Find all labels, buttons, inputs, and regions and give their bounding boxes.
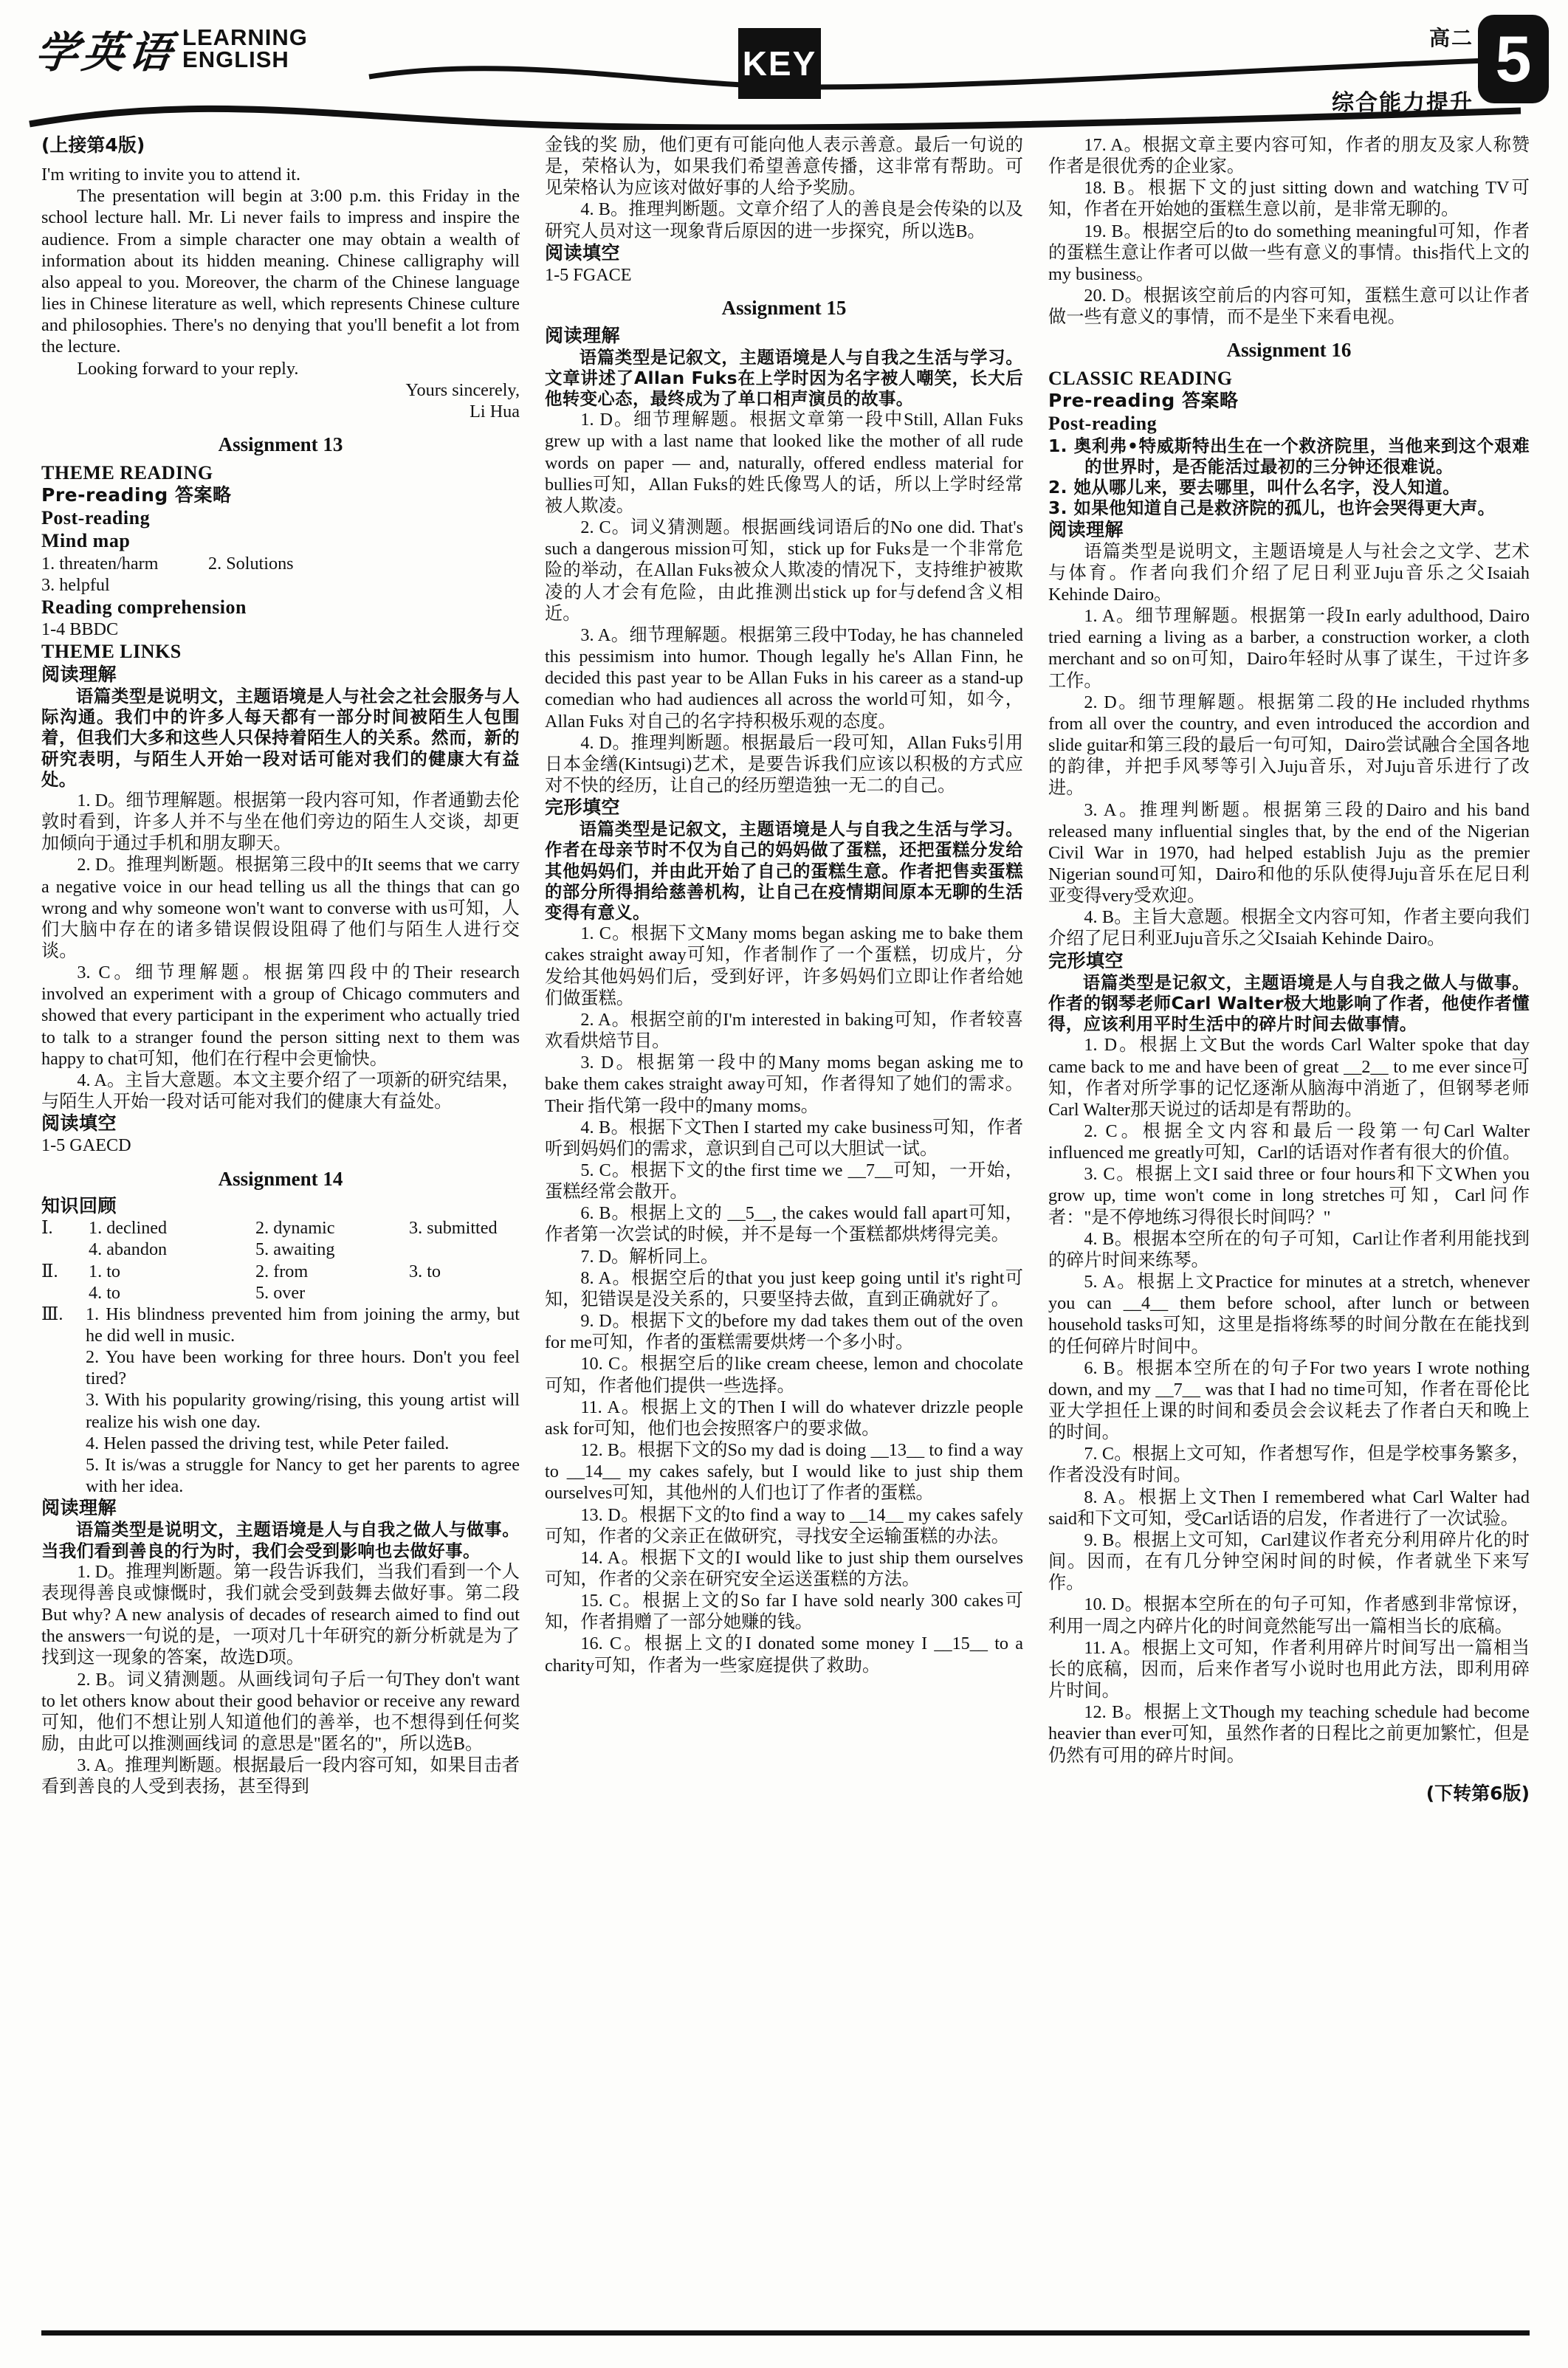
cloze-intro-a15: 语篇类型是记叙文，主题语境是人与自我之生活与学习。作者在母亲节时不仅为自己的妈妈做了蛋糕，还把蛋糕分发给其他妈妈们，并由此开始了自己的蛋糕生意。作者把售卖蛋糕的部分所得捐给慈善机构，让自己在疫情期间原本无聊的生活变得有意义。	[545, 819, 1023, 923]
cloze-answers-a14: 1-5 FGACE	[545, 264, 632, 285]
a14-group2-row-2	[41, 1282, 520, 1304]
logo-english-line2: ENGLISH	[182, 46, 289, 72]
a14-g3-spacer-4	[41, 1433, 86, 1454]
answer-item-a16-2: 2. D。细节理解题。根据第二段的He included rhythms from all over the country, and even introduced the accordion and slide guitar和第三段的最后一句可知，Dairo尝试融合全国各地的韵律，并把手风琴等引入Juju音乐，对Juju音乐进行了改进。	[1048, 692, 1530, 799]
cloze-item-a15-8: 8. A。根据空后的that you just keep going until it's right可知，犯错误是没关系的，只要坚持去做，直到正确就好了。	[545, 1267, 1023, 1309]
a14-group3-label: Ⅲ.	[41, 1304, 63, 1324]
masthead	[0, 0, 1568, 130]
cloze-item-a15-9: 9. D。根据下文的before my dad takes them out of the oven for me可知，作者的蛋糕需要烘烤一个多小时。	[545, 1311, 1023, 1353]
grade-section-block	[1332, 22, 1474, 117]
col2-continued-answer-3: 金钱的奖 励，他们更有可能向他人表示善意。最后一句说的是，荣格认为，如果我们希望善意传播，这非常有帮助。可见荣格认为应该对做好事的人给予奖励。	[545, 135, 1023, 199]
passage-intro-a14: 语篇类型是说明文，主题语境是人与自我之做人与做事。当我们看到善良的行为时，我们会受到影响也去做好事。	[41, 1519, 520, 1561]
cloze-answers-a13: 1-5 GAECD	[41, 1135, 131, 1156]
a14-group3-item-4	[41, 1433, 520, 1454]
a14-g3-sentence-2: 2. You have been working for three hours. Don't you feel tired?	[86, 1347, 520, 1389]
a14-g1-item-5: 5. awaiting	[255, 1239, 335, 1260]
cloze-label-a15: 完形填空	[545, 796, 621, 819]
column-1	[41, 134, 520, 2297]
cloze-item-a16-1: 1. D。根据上文But the words Carl Walter spoke that day came back to me and have been of great __2__ to me ever since可知，作者对所学事的记忆逐渐从脑海中消逝了，但钢琴老师Carl Walter那天说过的话却是有帮助的。	[1048, 1035, 1530, 1120]
cloze-item-a16-10: 10. D。根据本空所在的句子可知，作者感到非常惊讶，利用一周之内碎片化的时间竟然能写出一篇相当长的底稿。	[1048, 1594, 1530, 1636]
a14-group3-item-3	[41, 1389, 520, 1432]
passage-intro-a15: 语篇类型是记叙文，主题语境是人与自我之生活与学习。文章讲述了Allan Fuks在上学时因为名字被人嘲笑，长大后他转变心态，最终成为了单口相声演员的故事。	[545, 346, 1023, 410]
a14-group1-row-1	[41, 1217, 520, 1239]
a14-g1-item-4: 4. abandon	[89, 1239, 168, 1260]
article-columns	[41, 134, 1530, 2297]
cloze-item-a15-20: 20. D。根据该空前后的内容可知，蛋糕生意可以让作者做一些有意义的事情，而不是坐下来看电视。	[1048, 286, 1530, 328]
a14-group3-item-5	[41, 1454, 520, 1497]
theme-links-heading: THEME LINKS	[41, 641, 182, 663]
publication-logo	[32, 24, 308, 78]
classic-reading-heading: CLASSIC READING	[1048, 367, 1233, 389]
reading-label-a15: 阅读理解	[545, 324, 621, 346]
cloze-item-a15-6: 6. B。根据上文的 __5__, the cakes would fall apart可知，作者第一次尝试的时候，并不是每一个蛋糕都烘烤得完美。	[545, 1203, 1023, 1245]
a14-g3-sentence-1: 1. His blindness prevented him from joining the army, but he did well in music.	[86, 1304, 520, 1346]
a14-g3-spacer-5	[41, 1454, 86, 1497]
assignment-16-title: Assignment 16	[1226, 339, 1352, 362]
a14-g1-item-3: 3. submitted	[409, 1218, 498, 1239]
letter-opening-line: I'm writing to invite you to attend it.	[41, 165, 301, 185]
answer-item-a16-3: 3. A。推理判断题。根据第三段的Dairo and his band released many influential singles that, by the end of the Nigerian Civil War in 1970, had helped establish Juju as the premier Nigerian sound可知，Dairo和他的乐队使得Juju音乐在尼日利亚变得very受欢迎。	[1048, 799, 1530, 906]
knowledge-review-heading: 知识回顾	[41, 1195, 117, 1217]
cloze-item-a16-3: 3. C。根据上文I said three or four hours和下文When you grow up, time won't come in long stretches可知，Carl问作者："是不停地练习得很长时间吗？"	[1048, 1164, 1530, 1228]
bottom-rule-divider	[41, 2330, 1530, 2336]
cloze-item-a15-12: 12. B。根据下文的So my dad is doing __13__ to find a way to __14__ my cakes safely, but I would like to just ship them ourselves可知，其他州的人们也订了作者的蛋糕。	[545, 1440, 1023, 1504]
logo-english-line1: LEARNING	[182, 24, 308, 50]
pre-reading-heading-a16: Pre-reading 答案略	[1048, 390, 1239, 412]
mind-map-answer-3: 3. helpful	[41, 574, 110, 595]
answer-item-a13-1: 1. D。细节理解题。根据第一段内容可知，作者通勤去伦敦时看到，许多人并不与坐在他们旁边的陌生人交谈，却更加倾向于通过手机和朋友聊天。	[41, 790, 520, 854]
a14-g2-item-3: 3. to	[409, 1261, 441, 1281]
assignment-14-title: Assignment 14	[218, 1167, 343, 1190]
cloze-item-a16-5: 5. A。根据上文Practice for minutes at a stretch, whenever you can __4__ them before school, after lunch or between household tasks可知，这里是指将练琴的时间分散在在能找到的任何碎片时间中。	[1048, 1272, 1530, 1357]
assignment-15-title: Assignment 15	[721, 297, 847, 320]
answer-item-a14-1: 1. D。推理判断题。第一段告诉我们，当我们看到一个人表现得善良或慷慨时，我们就会受到鼓舞去做好事。第二段But why? A new analysis of decades of research aimed to find out the answers一句说的是，一项对几十年研究的新分析就是为了找到这一现象的答案，故选D项。	[41, 1561, 520, 1668]
letter-body-paragraph: The presentation will begin at 3:00 p.m. this Friday in the school lecture hall. Mr. Li never fails to impress and inspire the audience. From a simple character one may obtain a wealth of information about its hidden meaning. Chinese calligraphy will also appeal to you. Moreover, the charm of the Chinese language lies in Chinese literature as well, which represents Chinese culture and philosophies. There's no denying that you'll benefit a lot from the lecture.	[41, 186, 520, 357]
post-reading-item-3: 3. 如果他知道自己是救济院的孤儿，也许会哭得更大声。	[1048, 498, 1496, 519]
cloze-item-a15-3: 3. D。根据第一段中的Many moms began asking me to bake them cakes straight away可知，作者得知了她们的需求。Their 指代第一段中的many moms。	[545, 1053, 1023, 1116]
a14-group2-label: Ⅱ.	[41, 1261, 58, 1281]
cloze-item-a16-7: 7. C。根据上文可知，作者想写作，但是学校事务繁多，作者没没有时间。	[1048, 1444, 1530, 1486]
cloze-item-a15-18: 18. B。根据下文的just sitting down and watching TV可知，作者在开始她的蛋糕生意以前，是非常无聊的。	[1048, 178, 1530, 220]
a14-g3-spacer-3	[41, 1389, 86, 1432]
answer-item-a15-3: 3. A。细节理解题。根据第三段中Today, he has channeled this pessimism into humor. Though legally he's Allan Finn, he decided this past year to be Allan Fuks in his career as a stand-up comedian who had audiences all across the world可知，如今，Allan Fuks 对自己的名字持积极乐观的态度。	[545, 624, 1023, 732]
cloze-item-a15-5: 5. C。根据下文的the first time we __7__可知，一开始，蛋糕经常会散开。	[545, 1160, 1023, 1202]
cloze-item-a16-9: 9. B。根据上文可知，Carl建议作者充分利用碎片化的时间。因而，在有几分钟空闲时间的时候，作者就坐下来写作。	[1048, 1529, 1530, 1594]
post-reading-item-2: 2. 她从哪儿来，要去哪里，叫什么名字，没人知道。	[1048, 477, 1460, 498]
cloze-item-a15-14: 14. A。根据下文的I would like to just ship them ourselves可知，作者的父亲在研究安全运送蛋糕的方法。	[545, 1547, 1023, 1589]
cloze-item-a15-15: 15. C。根据上文的So far I have sold nearly 300 cakes可知，作者捐赠了一部分她赚的钱。	[545, 1591, 1023, 1633]
cloze-item-a15-13: 13. D。根据下文的to find a way to __14__ my cakes safely可知，作者的父亲正在做研究，寻找安全运输蛋糕的办法。	[545, 1504, 1023, 1546]
cloze-item-a15-2: 2. A。根据空前的I'm interested in baking可知，作者较喜欢看烘焙节目。	[545, 1009, 1023, 1052]
theme-reading-heading: THEME READING	[41, 461, 213, 483]
a14-group2-row-1	[41, 1261, 520, 1282]
answer-item-a15-2: 2. C。词义猜测题。根据画线词语后的No one did. That's such a dangerous mission可知，stick up for Fuks是一个非常危险的举动，在Allan Fuks被众人欺凌的情况下，支持维护被欺凌的人才会有危险，由此推测出stick up for与defend含义相近。	[545, 517, 1023, 624]
reading-label-a14: 阅读理解	[41, 1497, 117, 1519]
cloze-item-a16-12: 12. B。根据上文Though my teaching schedule had become heavier than ever可知，虽然作者的日程比之前更加繁忙，但是仍然有可用的碎片时间。	[1048, 1702, 1530, 1766]
answer-item-a13-3: 3. C。细节理解题。根据第四段中的Their research involved an experiment with a group of Chicago commuters and showed that every participant in the experiment who actually tried to talk to a stranger found the person sitting next to them was happy to chat可知，他们在行程中会更愉快。	[41, 963, 520, 1069]
a14-g2-item-4: 4. to	[89, 1282, 121, 1303]
a14-g3-sentence-3: 3. With his popularity growing/rising, this young artist will realize his wish one day.	[86, 1390, 520, 1432]
cloze-label-a13: 阅读填空	[41, 1112, 117, 1135]
a14-g1-item-1: 1. declined	[89, 1218, 168, 1239]
letter-closing-line: Looking forward to your reply.	[77, 358, 299, 379]
cloze-item-a15-19: 19. B。根据空后的to do something meaningful可知，作者的蛋糕生意让作者可以做一些有意义的事情。this指代上文的my business。	[1048, 221, 1530, 284]
section-label: 综合能力提升	[1332, 90, 1474, 116]
cloze-item-a16-8: 8. A。根据上文Then I remembered what Carl Walter had said和下文可知，受Carl话语的启发，作者进行了一次试验。	[1048, 1487, 1530, 1529]
cloze-label-a16: 完形填空	[1048, 949, 1124, 971]
continued-from-note: (上接第4版)	[41, 134, 145, 156]
a14-group3-item-1	[41, 1304, 520, 1346]
cloze-item-a15-1: 1. C。根据下文Many moms began asking me to bake them cakes straight away可知，作者制作了一个蛋糕，切成片，分发给其他妈妈们后，受到好评，许多妈妈们立即让作者给她们做蛋糕。	[545, 923, 1023, 1008]
cloze-item-a15-7: 7. D。解析同上。	[580, 1246, 719, 1267]
a14-group1-label: Ⅰ.	[41, 1218, 53, 1239]
answer-item-a14-2: 2. B。词义猜测题。从画线词句子后一句They don't want to let others know about their good behavior or receive any reward可知，他们不想让别人知道他们的善举，也不想得到任何奖励，由此可以推测画线词 的意思是"匿名的"，所以选B。	[41, 1669, 520, 1754]
cloze-intro-a16: 语篇类型是记叙文，主题语境是人与自我之做人与做事。作者的钢琴老师Carl Walter极大地影响了作者，他使作者懂得，应该利用平时生活中的碎片时间去做事情。	[1048, 971, 1530, 1035]
cloze-item-a16-4: 4. B。根据本空所在的句子可知，Carl让作者利用能找到的碎片时间来练琴。	[1048, 1228, 1530, 1270]
post-reading-heading-a16: Post-reading	[1048, 413, 1158, 435]
cloze-item-a15-11: 11. A。根据上文的Then I will do whatever drizzle people ask for可知，他们也会按照客户的要求做。	[545, 1397, 1023, 1439]
column-2	[545, 134, 1023, 2297]
mind-map-heading: Mind map	[41, 530, 131, 552]
cloze-item-a15-16: 16. C。根据上文的I donated some money I __15__ to a charity可知，作者为一些家庭提供了救助。	[545, 1634, 1023, 1676]
mind-map-answers-row-2	[41, 574, 520, 596]
cloze-item-a16-11: 11. A。根据上文可知，作者利用碎片时间写出一篇相当长的底稿，因而，后来作者写小说时也用此方法，即利用碎片时间。	[1048, 1637, 1530, 1701]
a14-g1-item-2: 2. dynamic	[255, 1218, 335, 1239]
answer-item-a16-4: 4. B。主旨大意题。根据全文内容可知，作者主要向我们介绍了尼日利亚Juju音乐之父Isaiah Kehinde Dairo。	[1048, 907, 1530, 949]
a14-g2-item-1: 1. to	[89, 1261, 121, 1281]
a14-group1-row-2	[41, 1239, 520, 1260]
column-3	[1048, 134, 1530, 2297]
passage-intro-a13: 语篇类型是说明文，主题语境是人与社会之社会服务与人际沟通。我们中的许多人每天都有一部分时间被陌生人包围着，但我们大多和这些人只保持着陌生人的关系。然而，新的研究表明，与陌生人开始一段对话可能对我们的健康大有益处。	[41, 685, 520, 790]
passage-intro-a16: 语篇类型是说明文，主题语境是人与社会之文学、艺术与体育。作者向我们介绍了尼日利亚Juju音乐之父Isaiah Kehinde Dairo。	[1048, 541, 1530, 605]
a14-group1-spacer	[41, 1239, 89, 1260]
pre-reading-heading: Pre-reading 答案略	[41, 483, 232, 506]
a14-g3-sentence-5: 5. It is/was a struggle for Nancy to get her parents to agree with her idea.	[86, 1454, 520, 1497]
answer-item-a13-4: 4. A。主旨大意题。本文主要介绍了一项新的研究结果，与陌生人开始一段对话可能对我们的健康大有益处。	[41, 1070, 520, 1112]
a14-group3-item-2	[41, 1346, 520, 1389]
letter-signature: Li Hua	[470, 401, 520, 421]
cloze-item-a16-2: 2. C。根据全文内容和最后一段第一句Carl Walter influenced me greatly可知，Carl的话语对作者有很大的价值。	[1048, 1121, 1530, 1163]
cloze-item-a16-6: 6. B。根据本空所在的句子For two years I wrote nothing down, and my __7__ was that I had no time可知，作者在哥伦比亚大学担任上课的时间和委员会会议耗去了作者白天和晚上的时间。	[1048, 1357, 1530, 1443]
answer-item-a15-1: 1. D。细节理解题。根据文章第一段中Still, Allan Fuks grew up with a last name that looked like the mother of all rude words on paper — and, naturally, offered endless material for bullies可知，Allan Fuks的姓氏像骂人的话，所以上学时经常被人欺凌。	[545, 410, 1023, 516]
col2-answer-item-a14-4: 4. B。推理判断题。文章介绍了人的善良是会传染的以及研究人员对这一现象背后原因的进一步探究，所以选B。	[545, 199, 1023, 241]
post-reading-item-1: 1. 奥利弗•特威斯特出生在一个救济院里，当他来到这个艰难的世界时，是否能活过最初的三分钟还很难说。	[1048, 435, 1530, 477]
reading-label-a16: 阅读理解	[1048, 518, 1124, 540]
post-reading-heading: Post-reading	[41, 506, 151, 529]
a14-g2-item-5: 5. over	[255, 1282, 306, 1303]
mind-map-answer-1: 1. threaten/harm	[41, 553, 159, 574]
reading-comprehension-answers: 1-4 BBDC	[41, 619, 119, 640]
cloze-item-a15-10: 10. C。根据空后的like cream cheese, lemon and chocolate可知，作者他们提供一些选择。	[545, 1354, 1023, 1396]
a14-group2-spacer	[41, 1282, 89, 1304]
cloze-item-a15-17: 17. A。根据文章主要内容可知，作者的朋友及家人称赞作者是很优秀的企业家。	[1048, 135, 1530, 177]
reading-comprehension-heading: Reading comprehension	[41, 596, 247, 618]
answer-item-a15-4: 4. D。推理判断题。根据最后一段可知，Allan Fuks引用日本金缮(Kintsugi)艺术，是要告诉我们应该以积极的方式应对不快的经历，让自己的经历塑造独一无二的自己。	[545, 732, 1023, 796]
assignment-13-title: Assignment 13	[218, 433, 343, 455]
reading-label-a13: 阅读理解	[41, 663, 117, 685]
logo-english-title	[182, 24, 308, 74]
answer-item-a14-3: 3. A。推理判断题。根据最后一段内容可知，如果目击者看到善良的人受到表扬，甚至得到	[41, 1755, 520, 1797]
mind-map-answer-2: 2. Solutions	[208, 553, 294, 574]
cloze-label-a14: 阅读填空	[545, 241, 621, 264]
logo-chinese-title: 学英语	[32, 27, 178, 78]
key-badge: KEY	[738, 28, 821, 99]
grade-label: 高二	[1428, 26, 1474, 50]
a14-g3-spacer-2	[41, 1346, 86, 1389]
mind-map-answers-row-1	[41, 553, 520, 574]
letter-sign-off: Yours sincerely,	[405, 379, 520, 400]
continued-to-note: (下转第6版)	[1426, 1782, 1530, 1804]
a14-g2-item-2: 2. from	[255, 1261, 309, 1281]
answer-item-a16-1: 1. A。细节理解题。根据第一段In early adulthood, Dairo tried earning a living as a barber, a construction worker, a cloth merchant and so on可知，Dairo年轻时从事了谋生，干过许多工作。	[1048, 606, 1530, 691]
cloze-item-a15-4: 4. B。根据下文Then I started my cake business可知，作者听到妈妈们的需求，意识到自己可以大胆试一试。	[545, 1117, 1023, 1159]
a14-g3-sentence-4: 4. Helen passed the driving test, while Peter failed.	[86, 1433, 450, 1453]
answer-item-a13-2: 2. D。推理判断题。根据第三段中的It seems that we carry a negative voice in our head telling us all the things that can go wrong and why someone won't want to converse with us可知，人们大脑中存在的诸多错误假设阻碍了他们与陌生人进行交谈。	[41, 855, 520, 961]
page-number-badge: 5	[1478, 15, 1549, 103]
